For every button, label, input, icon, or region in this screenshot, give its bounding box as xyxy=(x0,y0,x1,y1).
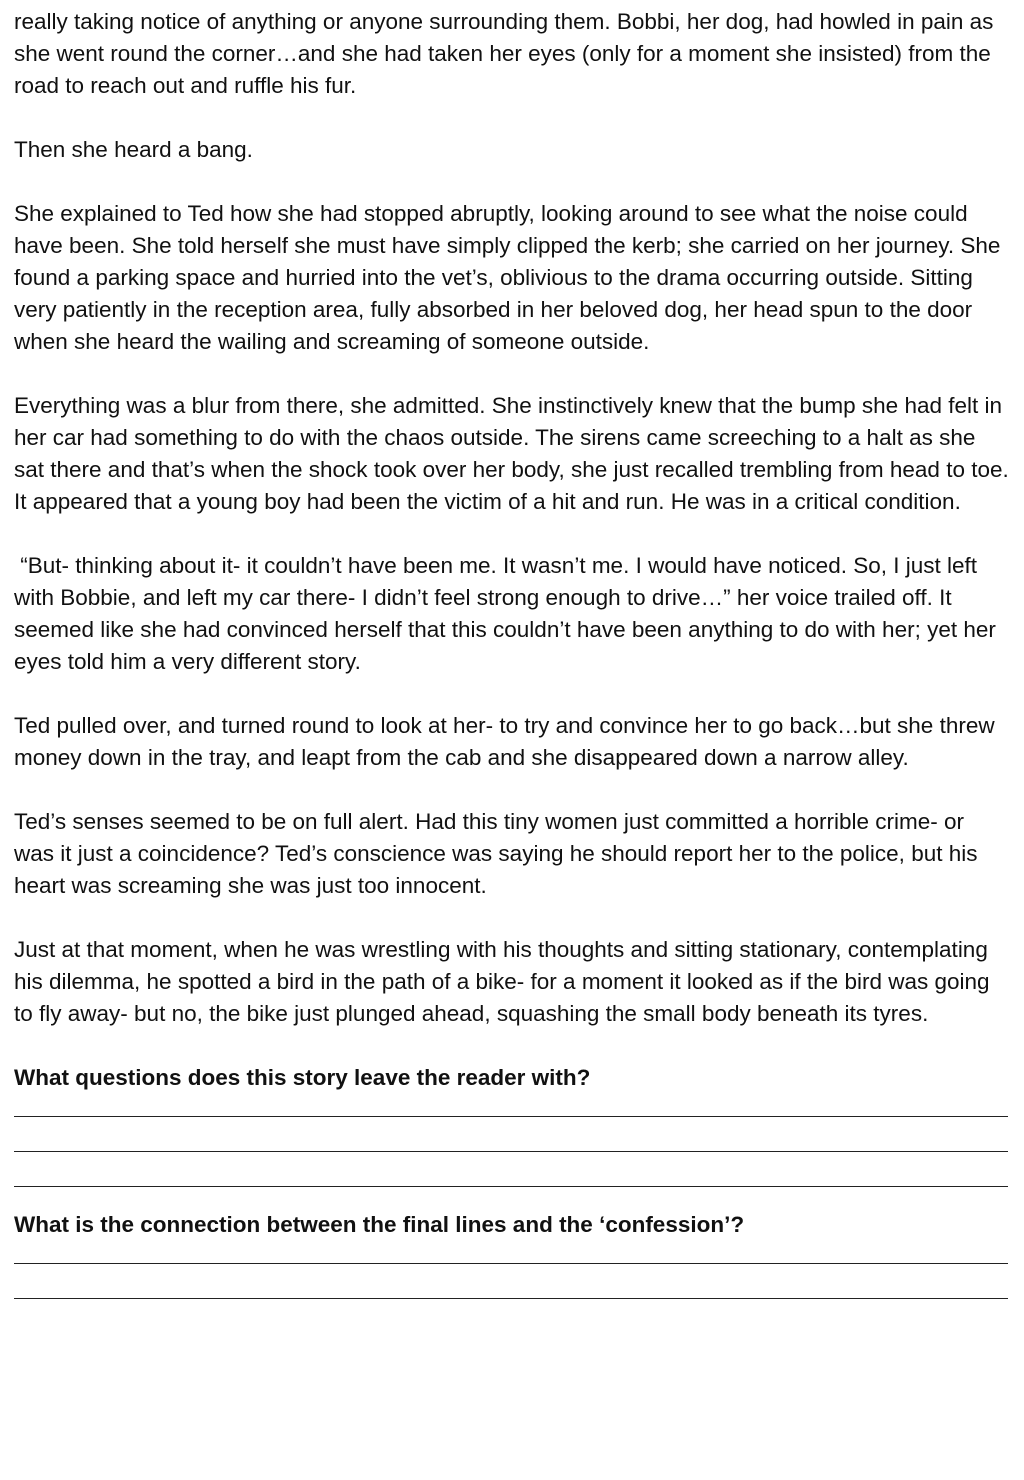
story-paragraph: Ted pulled over, and turned round to look at her- to try and convince her to go back…but she threw money down in the tray, and leapt from the cab and she disappeared down a narrow alley. xyxy=(14,713,995,770)
story-paragraph: Then she heard a bang. xyxy=(14,137,253,162)
question-heading: What is the connection between the final lines and the ‘confession’? xyxy=(14,1212,745,1237)
story-text xyxy=(14,6,1010,1030)
story-paragraph: really taking notice of anything or anyone surrounding them. Bobbi, her dog, had howled in pain as she went round the corner…and she had taken her eyes (only for a moment she insisted) from the road to reach out and ruffle his fur. xyxy=(14,9,994,98)
answer-line[interactable] xyxy=(14,1264,1008,1299)
story-paragraph: Just at that moment, when he was wrestling with his thoughts and sitting stationary, contemplating his dilemma, he spotted a bird in the path of a bike- for a moment it looked as if the bird was going to fly away- but no, the bike just plunged ahead, squashing the small body beneath its tyres. xyxy=(14,937,990,1026)
answer-line[interactable] xyxy=(14,1152,1008,1187)
story-paragraph: She explained to Ted how she had stopped abruptly, looking around to see what the noise could have been. She told herself she must have simply clipped the kerb; she carried on her journey. She found a parking space and hurried into the vet’s, oblivious to the drama occurring outside. Sitting very patiently in the reception area, fully absorbed in her beloved dog, her head spun to the door when she heard the wailing and screaming of someone outside. xyxy=(14,201,1001,354)
story-paragraph: Ted’s senses seemed to be on full alert. Had this tiny women just committed a horrible crime- or was it just a coincidence? Ted’s conscience was saying he should report her to the police, but his heart was screaming she was just too innocent. xyxy=(14,809,978,898)
answer-area[interactable] xyxy=(14,1094,1010,1187)
answer-area[interactable] xyxy=(14,1241,1010,1299)
answer-line[interactable] xyxy=(14,1094,1008,1117)
question-heading: What questions does this story leave the reader with? xyxy=(14,1065,591,1090)
answer-line[interactable] xyxy=(14,1241,1008,1264)
story-paragraph: Everything was a blur from there, she admitted. She instinctively knew that the bump she had felt in her car had something to do with the chaos outside. The sirens came screeching to a halt as she sat there and that’s when the shock took over her body, she just recalled trembling from head to toe. It appeared that a young boy had been the victim of a hit and run. He was in a critical condition. xyxy=(14,393,1009,514)
question-block xyxy=(14,1062,1010,1187)
answer-line[interactable] xyxy=(14,1117,1008,1152)
story-paragraph: “But- thinking about it- it couldn’t have been me. It wasn’t me. I would have noticed. So, I just left with Bobbie, and left my car there- I didn’t feel strong enough to drive…” her voice trailed off. It seemed like she had convinced herself that this couldn’t have been anything to do with her; yet her eyes told him a very different story. xyxy=(14,553,1003,674)
question-block xyxy=(14,1209,1010,1299)
